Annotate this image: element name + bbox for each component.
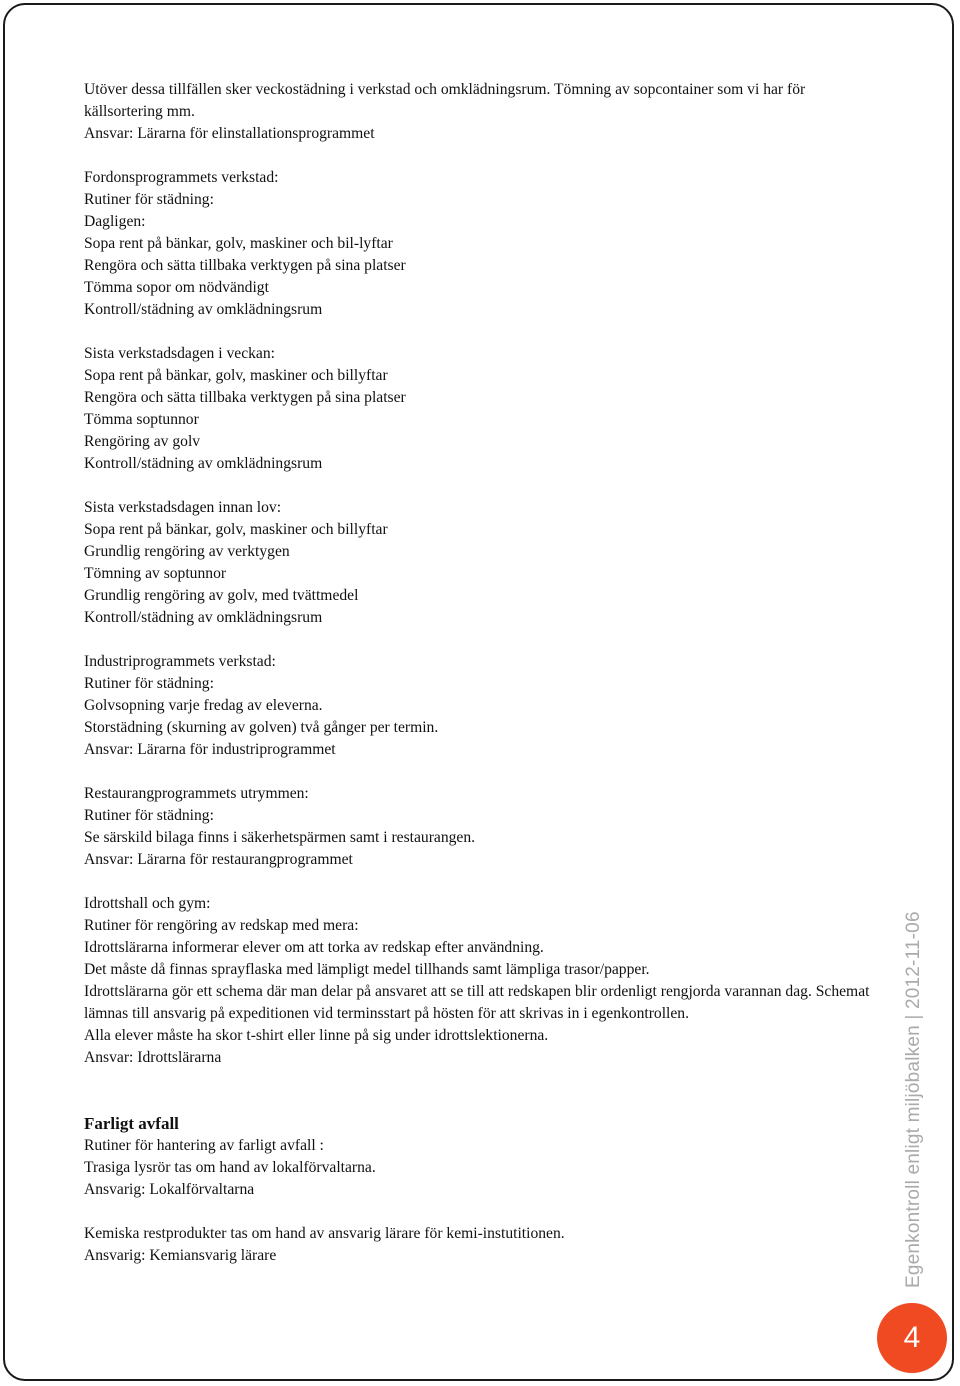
document-body [84,79,874,1267]
list-item: Grundlig rengöring av verktygen [84,543,290,560]
intro-paragraph: Utöver dessa tillfällen sker veckostädning i verkstad och omklädningsrum. Tömning av sopcontainer som vi har för källsortering mm. [84,81,806,120]
restaurang-title: Restaurangprogrammets utrymmen: [84,785,309,802]
sidebar-document-label: Egenkontroll enligt miljöbalken | 2012-11-06 [903,911,924,1288]
industri-title: Industriprogrammets verkstad: [84,653,276,670]
list-item: Rutiner för rengöring av redskap med mera: [84,917,359,934]
list-item: Det måste då finnas sprayflaska med lämpligt medel tillhands samt lämpliga trasor/papper. [84,961,650,978]
page-number-badge: 4 [877,1303,947,1373]
veckan-title: Sista verkstadsdagen i veckan: [84,345,275,362]
list-item: Alla elever måste ha skor t-shirt eller linne på sig under idrottslektionerna. [84,1027,549,1044]
farligt-avfall-heading: Farligt avfall [84,1114,179,1133]
intro-ansvar: Ansvar: Lärarna för elinstallationsprogrammet [84,125,375,142]
list-item: Rengöra och sätta tillbaka verktygen på sina platser [84,257,406,274]
lov-title: Sista verkstadsdagen innan lov: [84,499,282,516]
list-item: Kontroll/städning av omklädningsrum [84,455,323,472]
list-item: Ansvarig: Lokalförvaltarna [84,1181,255,1198]
list-item: Idrottslärarna informerar elever om att torka av redskap efter användning. [84,939,544,956]
list-item: Se särskild bilaga finns i säkerhetspärmen samt i restaurangen. [84,829,476,846]
idrott-schedule-paragraph: Idrottslärarna gör ett schema där man delar på ansvaret att se till att redskapen blir ordenligt rengjorda varannan dag. Schemat lämnas till ansvarig på expeditionen vid terminsstart på hösten för att skrivas in i egenkontrollen. [84,983,870,1022]
list-item: Sopa rent på bänkar, golv, maskiner och billyftar [84,367,388,384]
list-item: Golvsopning varje fredag av eleverna. [84,697,323,714]
list-item: Ansvar: Lärarna för restaurangprogrammet [84,851,353,868]
list-item: Ansvar: Lärarna för industriprogrammet [84,741,336,758]
list-item: Tömma soptunnor [84,411,199,428]
list-item: Ansvarig: Kemiansvarig lärare [84,1247,277,1264]
list-item: Trasiga lysrör tas om hand av lokalförvaltarna. [84,1159,376,1176]
idrott-title: Idrottshall och gym: [84,895,211,912]
list-item: Kontroll/städning av omklädningsrum [84,609,323,626]
fordon-title: Fordonsprogrammets verkstad: [84,169,279,186]
list-item: Grundlig rengöring av golv, med tvättmedel [84,587,359,604]
list-item: Tömning av soptunnor [84,565,227,582]
list-item: Kontroll/städning av omklädningsrum [84,301,323,318]
list-item: Kemiska restprodukter tas om hand av ansvarig lärare för kemi-instutitionen. [84,1225,565,1242]
list-item: Rengöra och sätta tillbaka verktygen på sina platser [84,389,406,406]
list-item: Ansvar: Idrottslärarna [84,1049,222,1066]
list-item: Rengöring av golv [84,433,201,450]
fordon-rutiner: Rutiner för städning: [84,191,214,208]
list-item: Rutiner för hantering av farligt avfall : [84,1137,324,1154]
list-item: Rutiner för städning: [84,675,214,692]
dagligen-title: Dagligen: [84,213,146,230]
list-item: Tömma sopor om nödvändigt [84,279,269,296]
list-item: Storstädning (skurning av golven) två gånger per termin. [84,719,439,736]
list-item: Rutiner för städning: [84,807,214,824]
list-item: Sopa rent på bänkar, golv, maskiner och billyftar [84,521,388,538]
list-item: Sopa rent på bänkar, golv, maskiner och bil-lyftar [84,235,393,252]
